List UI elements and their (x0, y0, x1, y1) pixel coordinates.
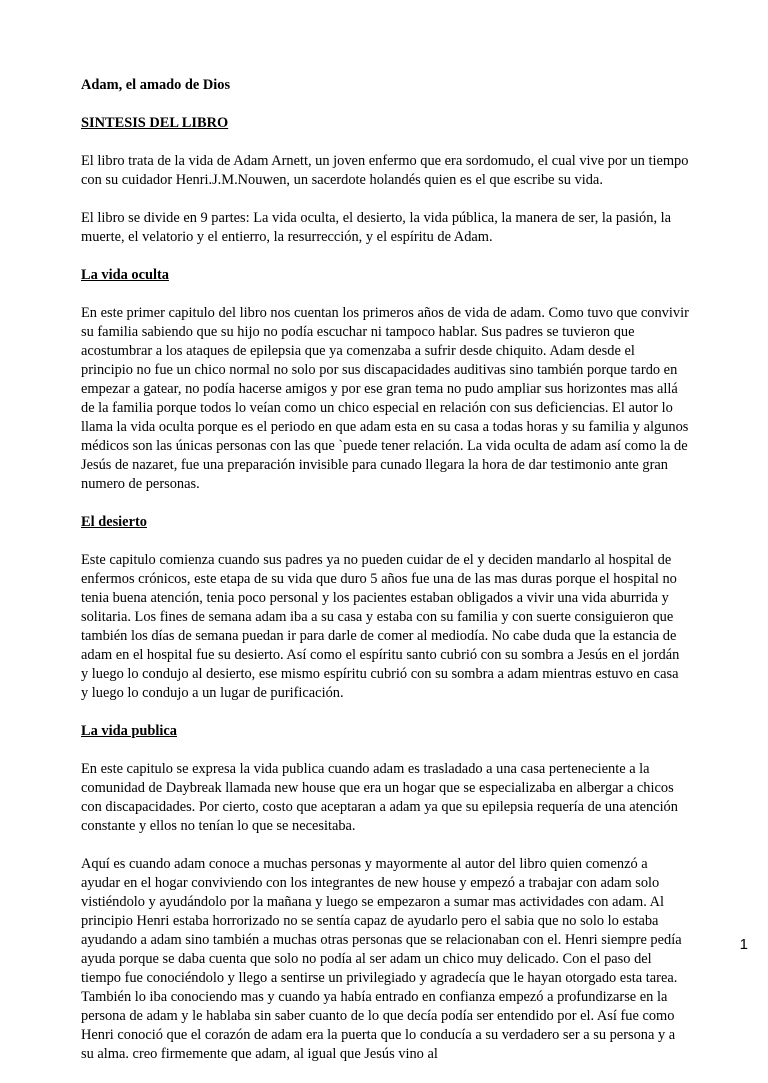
page-number: 1 (739, 936, 748, 953)
paragraph-intro-2: El libro se divide en 9 partes: La vida oculta, el desierto, la vida pública, la manera de ser, la pasión, la muerte, el velatorio y el entierro, la resurrección, y el espíritu de Adam. (81, 210, 672, 245)
paragraph-hidden-life: En este primer capitulo del libro nos cuentan los primeros años de vida de adam. Como tuvo que convivir su familia sabiendo que su hijo no podía escuchar ni tampoco hablar. Sus padres se tuvieron que acostumbrar a los ataques de epilepsia que ya comenzaba a sufrir desde chiquito. Adam desde el principio no fue un chico normal no solo por sus discapacidades auditivas sino también porque tardo en empezar a gatear, no podía hacerse amigos y por ese gran tema no pudo ampliar sus horizontes mas allá de la familia porque todos lo veían como un chico especial en relación con sus deficiencias. El autor lo llama la vida oculta porque es el periodo en que adam esta en su casa a todas horas y su familia y algunos médicos son las únicas personas con las que `puede tener relación. La vida oculta de adam así como la de Jesús de nazaret, fue una preparación invisible para cunado llegara la hora de dar testimonio ante gran numero de personas. (81, 305, 689, 492)
paragraph-desert: Este capitulo comienza cuando sus padres ya no pueden cuidar de el y deciden mandarlo al hospital de enfermos crónicos, este etapa de su vida que duro 5 años fue una de las mas duras porque el hospital no tenia buena atención, tenia poco personal y los pacientes estaban obligados a vivir una vida aburrida y solitaria. Los fines de semana adam iba a su casa y estaba con su familia y con suerte consiguieron que también los días de semana puedan ir para darle de comer al mediodía. No cabe duda que la estancia de adam en el hospital fue su desierto. Así como el espíritu santo cubrió con su sombra a Jesús en el jordán y luego lo condujo al desierto, ese mismo espíritu cubrió con su sombra a adam mientras estuvo en casa y luego lo condujo a un lugar de purificación. (81, 552, 680, 701)
section-heading-public-life: La vida publica (81, 723, 177, 739)
paragraph-public-life-1: En este capitulo se expresa la vida publica cuando adam es trasladado a una casa perteneciente a la comunidad de Daybreak llamada new house que era un hogar que se especializaba en albergar a chicos con discapacidades. Por cierto, costo que aceptaran a adam ya que su epilepsia requería de una atención constante y ellos no tenían lo que se necesitaba. (81, 761, 678, 834)
section-heading-synthesis: SINTESIS DEL LIBRO (81, 115, 229, 131)
section-heading-hidden-life: La vida oculta (81, 267, 169, 283)
section-heading-desert: El desierto (81, 514, 147, 530)
document-body (81, 76, 689, 1083)
paragraph-intro-1: El libro trata de la vida de Adam Arnett, un joven enfermo que era sordomudo, el cual vive por un tiempo con su cuidador Henri.J.M.Nouwen, un sacerdote holandés quien es el que escribe su vida. (81, 153, 689, 188)
document-title: Adam, el amado de Dios (81, 77, 231, 93)
paragraph-public-life-2: Aquí es cuando adam conoce a muchas personas y mayormente al autor del libro quien comenzó a ayudar en el hogar conviviendo con los integrantes de new house y empezó a trabajar con adam solo vistiéndolo y ayudándolo por la mañana y luego se empezaron a sumar mas actividades con adam. Al principio Henri estaba horrorizado no se sentía capaz de ayudarlo pero el sabia que no solo lo estaba ayudando a adam sino también a muchas otras personas que se relacionaban con el. Henri siempre pedía ayuda porque se daba cuenta que solo no podía al ser adam un chico muy delicado. Con el paso del tiempo fue conociéndolo y llego a sentirse un privilegiado y agradecía que le hayan otorgado esta tarea. También lo iba conociendo mas y cuando ya había entrado en confianza empezó a profundizarse en la persona de adam y le hablaba sin saber cuanto de lo que decía podía ser entendido por el. Así fue como Henri conoció que el corazón de adam era la puerta que lo conducía a su verdadero ser a su persona y a su alma. creo firmemente que adam, al igual que Jesús vino al (81, 856, 682, 1062)
